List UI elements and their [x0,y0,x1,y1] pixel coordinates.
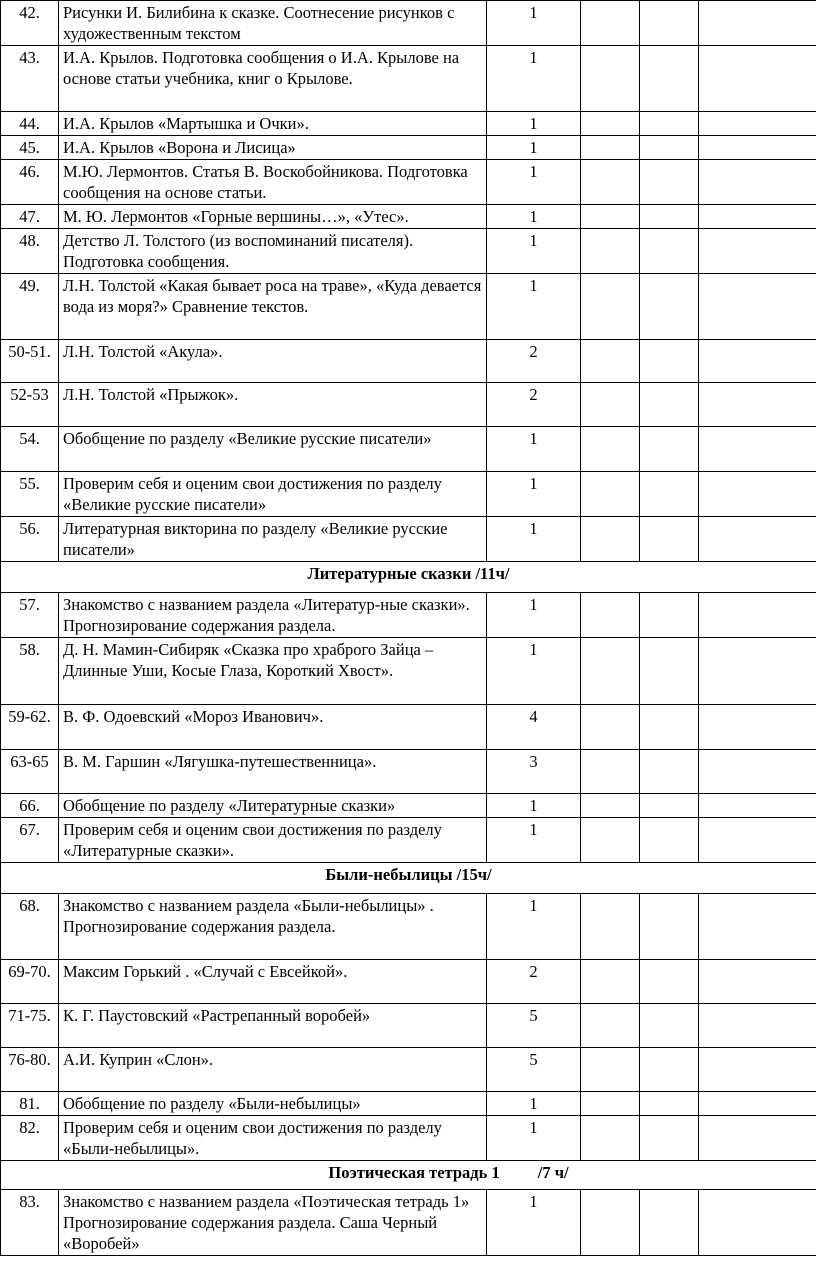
notes-cell [699,517,816,562]
actual-date-cell [640,136,699,160]
lesson-topic-cell: И.А. Крылов «Мартышка и Очки». [59,112,487,136]
table-row [1,960,816,1004]
planned-date-cell [581,383,640,427]
table-row [1,593,816,638]
lesson-topic-cell: Л.Н. Толстой «Акула». [59,340,487,383]
actual-date-cell [640,1190,699,1256]
table-row [1,205,816,229]
planned-date-cell [581,894,640,960]
lesson-hours-cell: 2 [487,340,581,383]
actual-date-cell [640,1048,699,1092]
lesson-hours-cell: 5 [487,1004,581,1048]
planned-date-cell [581,794,640,818]
notes-cell [699,1190,816,1256]
lesson-number-cell: 83. [1,1190,59,1256]
lesson-number-cell: 57. [1,593,59,638]
lesson-number-cell: 54. [1,427,59,472]
notes-cell [699,383,816,427]
lesson-number-cell: 50-51. [1,340,59,383]
lesson-hours-cell: 1 [487,229,581,274]
notes-cell [699,340,816,383]
lesson-number-cell: 56. [1,517,59,562]
table-row [1,136,816,160]
table-row [1,517,816,562]
lesson-topic-cell: В. М. Гаршин «Лягушка-путешественница». [59,750,487,794]
notes-cell [699,1048,816,1092]
lesson-topic-cell: А.И. Куприн «Слон». [59,1048,487,1092]
actual-date-cell [640,1116,699,1161]
lesson-topic-cell: Проверим себя и оценим свои достижения по разделу «Были-небылицы». [59,1116,487,1161]
planned-date-cell [581,593,640,638]
planned-date-cell [581,112,640,136]
notes-cell [699,894,816,960]
lesson-number-cell: 67. [1,818,59,863]
actual-date-cell [640,750,699,794]
table-row [1,1092,816,1116]
lesson-number-cell: 46. [1,160,59,205]
lesson-number-cell: 68. [1,894,59,960]
lesson-topic-cell: Обобщение по разделу «Литературные сказки» [59,794,487,818]
planned-date-cell [581,1116,640,1161]
lesson-number-cell: 71-75. [1,1004,59,1048]
table-row [1,1004,816,1048]
actual-date-cell [640,894,699,960]
planned-date-cell [581,340,640,383]
lesson-topic-cell: Рисунки И. Билибина к сказке. Соотнесение рисунков с художественным текстом [59,1,487,46]
lesson-hours-cell: 1 [487,112,581,136]
notes-cell [699,794,816,818]
section-header-row [1,562,816,593]
section-hours: /7 ч/ [537,1163,569,1182]
lesson-plan-body [1,1,816,1256]
table-row [1,340,816,383]
lesson-hours-cell: 1 [487,274,581,340]
lesson-hours-cell: 2 [487,383,581,427]
planned-date-cell [581,472,640,517]
lesson-topic-cell: Знакомство с названием раздела «Были-небылицы» . Прогнозирование содержания раздела. [59,894,487,960]
section-title: Поэтическая тетрадь 1 [328,1163,500,1182]
actual-date-cell [640,160,699,205]
section-header-row [1,863,816,894]
table-row [1,383,816,427]
planned-date-cell [581,1004,640,1048]
notes-cell [699,205,816,229]
lesson-topic-cell: Проверим себя и оценим свои достижения по разделу «Великие русские писатели» [59,472,487,517]
lesson-hours-cell: 2 [487,960,581,1004]
actual-date-cell [640,1,699,46]
actual-date-cell [640,517,699,562]
lesson-number-cell: 82. [1,1116,59,1161]
planned-date-cell [581,1,640,46]
planned-date-cell [581,638,640,705]
lesson-number-cell: 76-80. [1,1048,59,1092]
planned-date-cell [581,818,640,863]
table-row [1,427,816,472]
notes-cell [699,136,816,160]
actual-date-cell [640,383,699,427]
actual-date-cell [640,1004,699,1048]
actual-date-cell [640,427,699,472]
notes-cell [699,229,816,274]
planned-date-cell [581,136,640,160]
planned-date-cell [581,960,640,1004]
lesson-hours-cell: 3 [487,750,581,794]
lesson-hours-cell: 1 [487,136,581,160]
planned-date-cell [581,1092,640,1116]
actual-date-cell [640,960,699,1004]
section-title-cell [1,562,816,593]
lesson-number-cell: 66. [1,794,59,818]
lesson-hours-cell: 1 [487,638,581,705]
table-row [1,160,816,205]
table-row [1,1116,816,1161]
lesson-topic-cell: Обобщение по разделу «Были-небылицы» [59,1092,487,1116]
lesson-topic-cell: Проверим себя и оценим свои достижения по разделу «Литературные сказки». [59,818,487,863]
lesson-topic-cell: Л.Н. Толстой «Прыжок». [59,383,487,427]
lesson-hours-cell: 1 [487,472,581,517]
planned-date-cell [581,274,640,340]
lesson-number-cell: 45. [1,136,59,160]
planned-date-cell [581,46,640,112]
table-row [1,274,816,340]
table-row [1,472,816,517]
actual-date-cell [640,794,699,818]
notes-cell [699,1092,816,1116]
lesson-topic-cell: И.А. Крылов «Ворона и Лисица» [59,136,487,160]
lesson-topic-cell: Максим Горький . «Случай с Евсейкой». [59,960,487,1004]
lesson-number-cell: 48. [1,229,59,274]
actual-date-cell [640,46,699,112]
lesson-topic-cell: Знакомство с названием раздела «Поэтическая тетрадь 1» Прогнозирование содержания раздела. Саша Черный «Воробей» [59,1190,487,1256]
lesson-number-cell: 59-62. [1,705,59,750]
lesson-number-cell: 49. [1,274,59,340]
table-row [1,750,816,794]
notes-cell [699,593,816,638]
lesson-number-cell: 43. [1,46,59,112]
lesson-hours-cell: 1 [487,1092,581,1116]
lesson-topic-cell: Литературная викторина по разделу «Великие русские писатели» [59,517,487,562]
planned-date-cell [581,427,640,472]
planned-date-cell [581,229,640,274]
lesson-number-cell: 44. [1,112,59,136]
table-row [1,638,816,705]
lesson-hours-cell: 1 [487,1190,581,1256]
notes-cell [699,112,816,136]
section-title: Были-небылицы /15ч/ [325,865,492,884]
notes-cell [699,960,816,1004]
notes-cell [699,705,816,750]
lesson-topic-cell: В. Ф. Одоевский «Мороз Иванович». [59,705,487,750]
actual-date-cell [640,705,699,750]
notes-cell [699,274,816,340]
notes-cell [699,638,816,705]
notes-cell [699,1004,816,1048]
lesson-hours-cell: 1 [487,427,581,472]
lesson-topic-cell: И.А. Крылов. Подготовка сообщения о И.А. Крылове на основе статьи учебника, книг о Крылове. [59,46,487,112]
lesson-number-cell: 42. [1,1,59,46]
actual-date-cell [640,229,699,274]
table-row [1,229,816,274]
notes-cell [699,750,816,794]
actual-date-cell [640,593,699,638]
lesson-hours-cell: 5 [487,1048,581,1092]
table-row [1,794,816,818]
notes-cell [699,160,816,205]
lesson-topic-cell: М. Ю. Лермонтов «Горные вершины…», «Утес». [59,205,487,229]
lesson-topic-cell: М.Ю. Лермонтов. Статья В. Воскобойникова. Подготовка сообщения на основе статьи. [59,160,487,205]
actual-date-cell [640,818,699,863]
lesson-number-cell: 58. [1,638,59,705]
lesson-topic-cell: Д. Н. Мамин-Сибиряк «Сказка про храброго Зайца – Длинные Уши, Косые Глаза, Короткий Хвост». [59,638,487,705]
lesson-topic-cell: Л.Н. Толстой «Какая бывает роса на траве», «Куда девается вода из моря?» Сравнение текстов. [59,274,487,340]
table-row [1,1190,816,1256]
actual-date-cell [640,274,699,340]
lesson-topic-cell: Обобщение по разделу «Великие русские писатели» [59,427,487,472]
lesson-hours-cell: 1 [487,205,581,229]
lesson-topic-cell: Детство Л. Толстого (из воспоминаний писателя). Подготовка сообщения. [59,229,487,274]
actual-date-cell [640,472,699,517]
notes-cell [699,427,816,472]
lesson-hours-cell: 1 [487,593,581,638]
planned-date-cell [581,517,640,562]
lesson-topic-cell: К. Г. Паустовский «Растрепанный воробей» [59,1004,487,1048]
lesson-hours-cell: 1 [487,818,581,863]
lesson-number-cell: 47. [1,205,59,229]
lesson-hours-cell: 1 [487,46,581,112]
notes-cell [699,1116,816,1161]
section-title-cell [1,1161,816,1190]
table-row [1,818,816,863]
lesson-hours-cell: 1 [487,794,581,818]
lesson-number-cell: 81. [1,1092,59,1116]
lesson-hours-cell: 1 [487,517,581,562]
planned-date-cell [581,750,640,794]
lesson-hours-cell: 1 [487,1,581,46]
actual-date-cell [640,1092,699,1116]
table-row [1,705,816,750]
lesson-hours-cell: 1 [487,160,581,205]
table-row [1,1048,816,1092]
planned-date-cell [581,160,640,205]
planned-date-cell [581,1190,640,1256]
lesson-hours-cell: 1 [487,894,581,960]
lesson-number-cell: 52-53 [1,383,59,427]
lesson-hours-cell: 1 [487,1116,581,1161]
lesson-number-cell: 63-65 [1,750,59,794]
table-row [1,112,816,136]
section-title: Литературные сказки /11ч/ [307,564,510,583]
notes-cell [699,818,816,863]
actual-date-cell [640,205,699,229]
lesson-hours-cell: 4 [487,705,581,750]
actual-date-cell [640,112,699,136]
notes-cell [699,472,816,517]
notes-cell [699,46,816,112]
table-row [1,46,816,112]
lesson-number-cell: 69-70. [1,960,59,1004]
actual-date-cell [640,340,699,383]
planned-date-cell [581,1048,640,1092]
actual-date-cell [640,638,699,705]
planned-date-cell [581,205,640,229]
planned-date-cell [581,705,640,750]
section-header-row [1,1161,816,1190]
section-title-cell [1,863,816,894]
table-row [1,894,816,960]
lesson-number-cell: 55. [1,472,59,517]
table-row [1,1,816,46]
lesson-topic-cell: Знакомство с названием раздела «Литератур-ные сказки». Прогнозирование содержания раздела. [59,593,487,638]
notes-cell [699,1,816,46]
